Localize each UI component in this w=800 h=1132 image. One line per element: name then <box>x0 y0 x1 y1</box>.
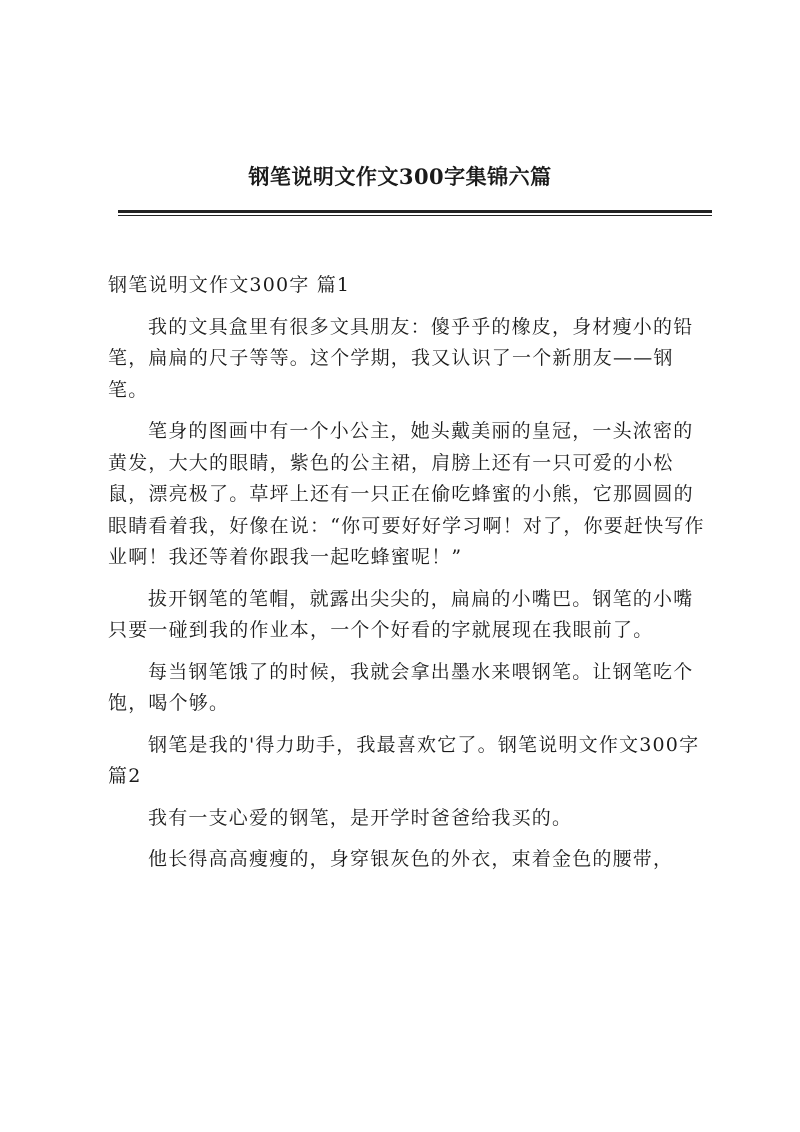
paragraph: 我有一支心爱的钢笔，是开学时爸爸给我买的。 <box>148 806 573 829</box>
document-body <box>108 270 708 886</box>
title-divider-thick <box>118 210 712 213</box>
section-heading-1: 钢笔说明文作文300字 篇1 <box>108 274 351 296</box>
paragraph: 每当钢笔饿了的时候，我就会拿出墨水来喂钢笔。让钢笔吃个饱，喝个够。 <box>108 660 694 714</box>
paragraph: 钢笔是我的'得力助手，我最喜欢它了。钢笔说明文作文300字 篇2 <box>108 733 700 787</box>
paragraph: 笔身的图画中有一个小公主，她头戴美丽的皇冠，一头浓密的黄发，大大的眼睛，紫色的公主裙，肩膀上还有一只可爱的小松鼠，漂亮极了。草坪上还有一只正在偷吃蜂蜜的小熊，它那圆圆的眼睛看着我，好像在说：“你可要好好学习啊！对了，你要赶快写作业啊！我还等着你跟我一起吃蜂蜜呢！” <box>108 420 705 568</box>
paragraph: 拔开钢笔的笔帽，就露出尖尖的，扁扁的小嘴巴。钢笔的小嘴只要一碰到我的作业本，一个个好看的字就展现在我眼前了。 <box>108 587 694 641</box>
paragraph: 他长得高高瘦瘦的，身穿银灰色的外衣，束着金色的腰带， <box>148 848 674 870</box>
title-divider-thin <box>118 215 712 216</box>
document-title: 钢笔说明文作文300字集锦六篇 <box>248 164 552 189</box>
paragraph: 我的文具盒里有很多文具朋友：傻乎乎的橡皮，身材瘦小的铅笔，扁扁的尺子等等。这个学期，我又认识了一个新朋友——钢笔。 <box>108 315 694 401</box>
